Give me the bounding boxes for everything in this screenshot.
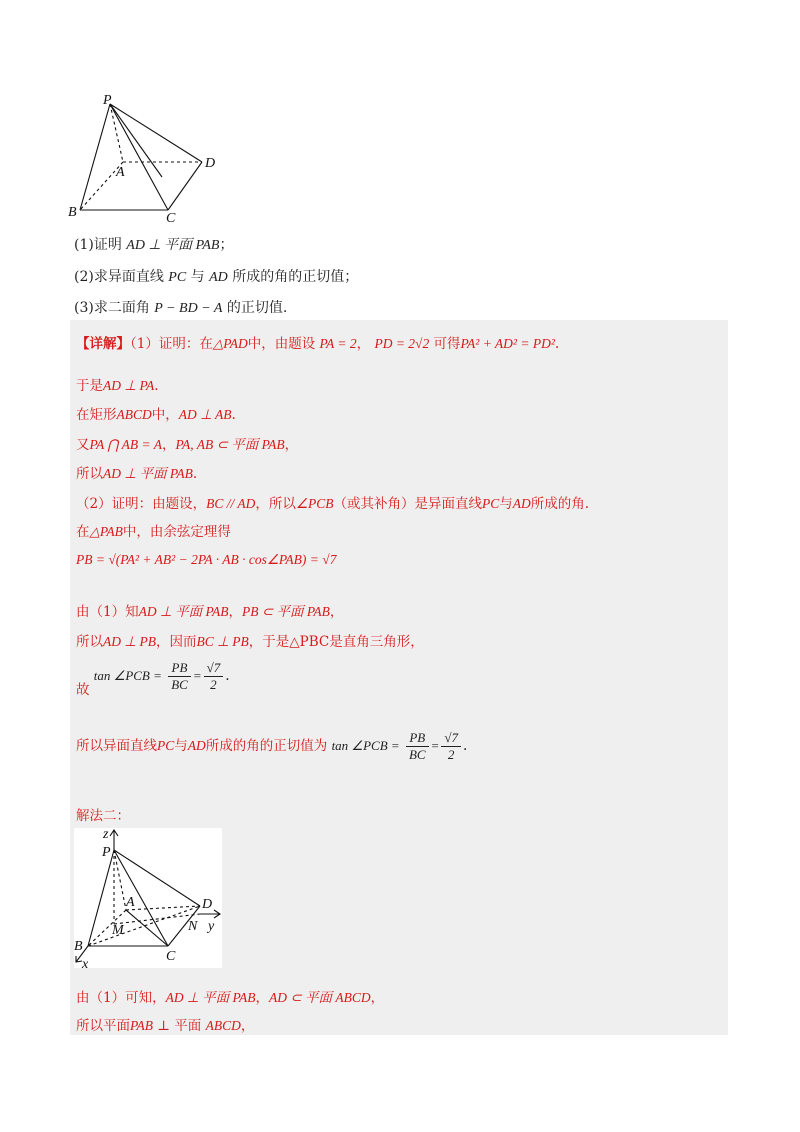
solution-line-12: 所以异面直线PC与AD所成的角的正切值为 tan ∠PCB = $\frac{PB}{BC}$ = $\frac{√7}{2}$ . — [76, 730, 468, 762]
label-x: x — [82, 957, 89, 968]
label-P2: P — [102, 845, 111, 860]
label-N: N — [188, 919, 198, 934]
solution-line-1: 【详解】（1）证明：在△PAD中，由题设 PA = 2， PD = 2√2 可得PA² + AD² = PD². — [76, 336, 560, 352]
solution-line-8: PB = √(PA² + AB² − 2PA · AB · cos∠PAB) = √7 — [76, 552, 337, 567]
solution-line-5: 所以AD ⊥ 平面 PAB. — [76, 466, 198, 482]
question-3: (3)求二面角 P − BD − A 的正切值. — [74, 300, 288, 316]
solution-line-11: 故 tan ∠PCB = $\frac{PB}{BC}$ = $\frac{√7}{2}$ . — [76, 660, 230, 698]
fraction-sqrt7-2-b: $\frac{√7}{2}$ — [441, 730, 461, 763]
question-1: (1)证明 AD ⊥ 平面 PAB； — [74, 237, 234, 253]
label-A2: A — [126, 895, 135, 910]
solution-line-13: 解法二： — [76, 808, 130, 824]
fraction-pb-bc-2: $\frac{PB}{BC}$ — [406, 730, 429, 763]
fraction-pb-bc: $\frac{PB}{BC}$ — [168, 660, 191, 693]
figure-coordinate-pyramid — [74, 828, 222, 968]
figure-pyramid — [66, 92, 236, 222]
label-y: y — [208, 919, 215, 934]
solution-panel — [70, 320, 728, 1035]
question-2: (2)求异面直线 PC 与 AD 所成的角的正切值； — [74, 269, 359, 285]
solution-line-14: 由（1）可知，AD ⊥ 平面 PAB，AD ⊂ 平面 ABCD， — [76, 990, 385, 1006]
label-z: z — [103, 828, 109, 842]
fraction-sqrt7-2: $\frac{√7}{2}$ — [204, 660, 224, 693]
solution-line-9: 由（1）知AD ⊥ 平面 PAB，PB ⊂ 平面 PAB， — [76, 604, 344, 620]
label-M: M — [112, 923, 124, 938]
label-P: P — [103, 93, 112, 108]
solution-line-4: 又PA ⋂ AB = A，PA, AB ⊂ 平面 PAB， — [76, 437, 299, 453]
solution-line-10: 所以AD ⊥ PB，因而BC ⊥ PB，于是△PBC是直角三角形， — [76, 634, 424, 650]
solution-line-7: 在△PAB中，由余弦定理得 — [76, 524, 231, 540]
solution-line-3: 在矩形ABCD中，AD ⊥ AB. — [76, 407, 236, 423]
label-A: A — [116, 165, 125, 180]
solution-line-15: 所以平面PAB ⊥ 平面 ABCD， — [76, 1018, 255, 1034]
label-B2: B — [74, 939, 83, 954]
solution-line-2: 于是AD ⊥ PA. — [76, 378, 159, 394]
label-C2: C — [166, 949, 176, 964]
label-D2: D — [202, 897, 213, 912]
label-C: C — [166, 211, 176, 222]
label-B: B — [68, 205, 77, 220]
solution-line-6: （2）证明：由题设，BC // AD，所以∠PCB（或其补角）是异面直线PC与AD所成的角. — [76, 496, 590, 512]
label-D: D — [205, 156, 216, 171]
